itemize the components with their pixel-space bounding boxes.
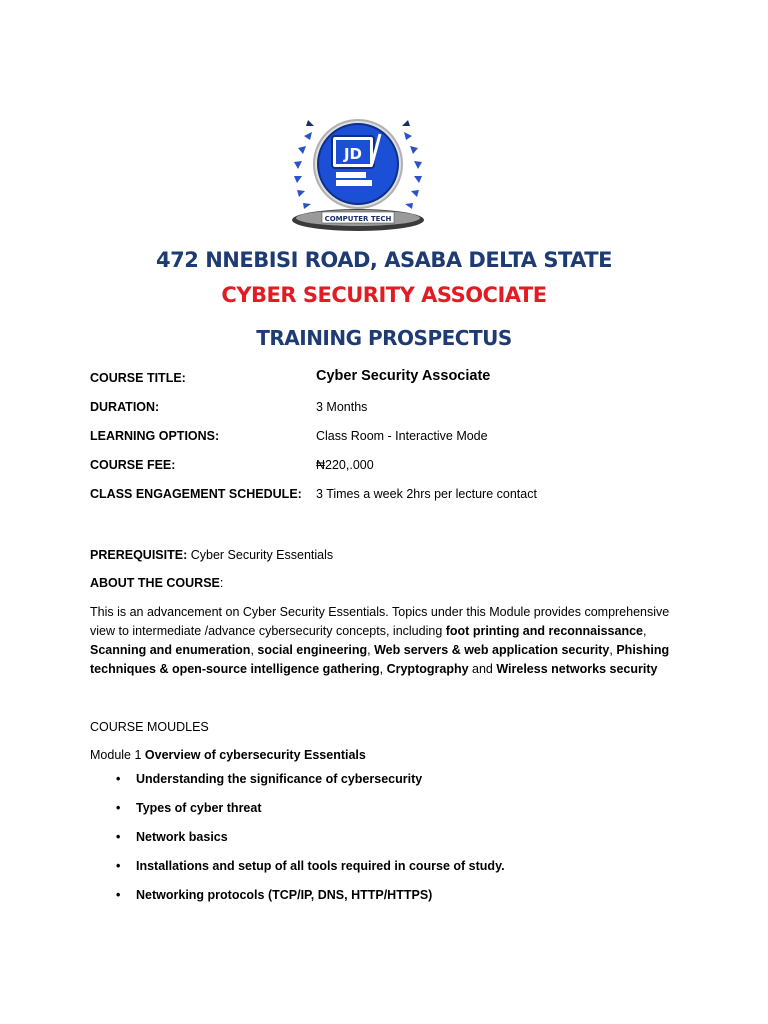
info-label: CLASS ENGAGEMENT SCHEDULE: — [90, 487, 302, 501]
info-row-learning-options — [90, 429, 690, 449]
svg-text:COMPUTER TECH: COMPUTER TECH — [324, 215, 392, 223]
about-heading: ABOUT THE COURSE: — [90, 576, 224, 590]
prospectus-title: TRAINING PROSPECTUS — [256, 326, 512, 350]
info-value: Cyber Security Associate — [316, 368, 491, 384]
info-value: Class Room - Interactive Mode — [316, 429, 488, 443]
info-row-schedule — [90, 487, 690, 507]
course-name-heading: CYBER SECURITY ASSOCIATE — [221, 283, 547, 307]
list-item: • Installations and setup of all tools required in course of study. — [116, 859, 505, 873]
about-paragraph: This is an advancement on Cyber Security Essentials. Topics under this Module provides comprehensive view to intermediate /advance cybersecurity concepts, including foot printing and reconnaissance, Scanning and enumeration, social engineering, Web servers & web application security, Phishing techniques & open-source intelligence gathering, Cryptography and Wireless networks security — [90, 605, 670, 676]
info-row-course-fee — [90, 458, 690, 478]
list-item: • Network basics — [116, 830, 228, 844]
info-value: ₦220,.000 — [316, 458, 374, 472]
modules-heading: COURSE MOUDLES — [90, 720, 209, 734]
list-item: • Networking protocols (TCP/IP, DNS, HTTP/HTTPS) — [116, 888, 433, 902]
address-heading: 472 NNEBISI ROAD, ASABA DELTA STATE — [156, 248, 612, 272]
info-row-duration — [90, 400, 690, 420]
svg-text:JD: JD — [343, 145, 363, 163]
info-label: LEARNING OPTIONS: — [90, 429, 220, 443]
info-label: COURSE FEE: — [90, 458, 176, 472]
info-row-course-title — [90, 368, 690, 391]
jd-computer-tech-logo — [288, 112, 428, 232]
list-item: • Types of cyber threat — [116, 801, 262, 815]
module-1-topics — [90, 772, 690, 917]
info-label: COURSE TITLE: — [90, 371, 186, 385]
list-item: • Understanding the significance of cybersecurity — [116, 772, 423, 786]
prerequisite — [90, 546, 680, 565]
module-1-title: Module 1 Overview of cybersecurity Essentials — [90, 748, 366, 762]
prerequisite-value: Cyber Security Essentials — [187, 548, 334, 562]
info-label: DURATION: — [90, 400, 160, 414]
prerequisite-label: PREREQUISITE: — [90, 548, 188, 562]
info-value: 3 Months — [316, 400, 368, 414]
info-value: 3 Times a week 2hrs per lecture contact — [316, 487, 537, 501]
